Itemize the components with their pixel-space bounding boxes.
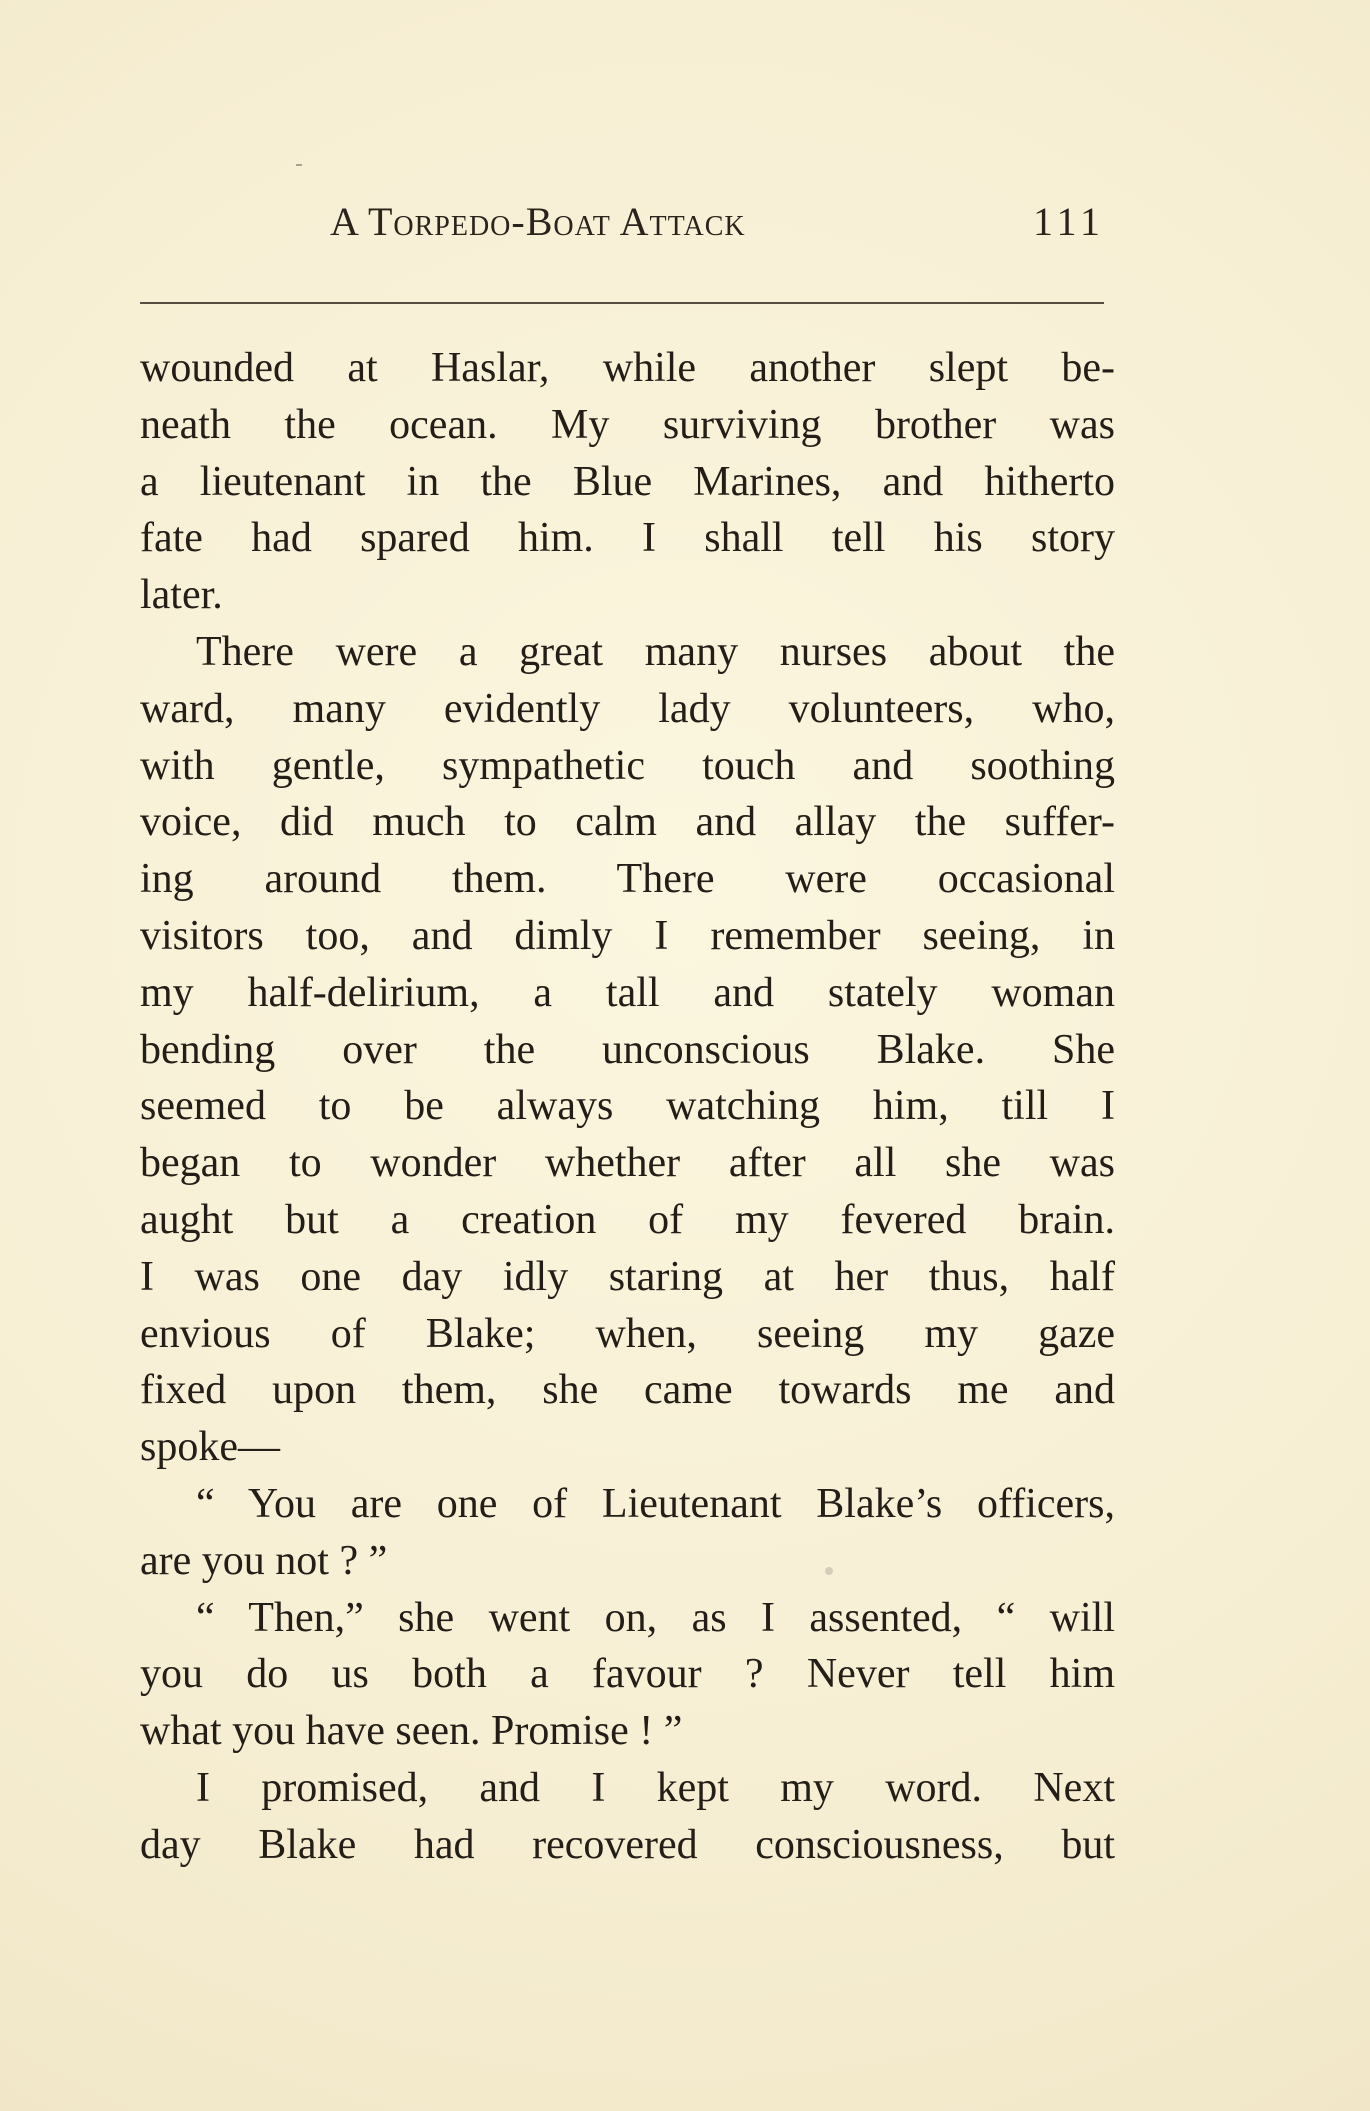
running-title: A Torpedo-Boat Attack — [330, 199, 746, 244]
text-line: fate had spared him. I shall tell his story — [140, 515, 1115, 562]
dialogue-line: what you have seen. Promise ! ” — [140, 1708, 683, 1755]
text-line: fixed upon them, she came towards me and — [140, 1367, 1115, 1414]
page-number: 111 — [1032, 199, 1105, 244]
dialogue-line: are you not ? ” — [140, 1537, 388, 1584]
text-line: day Blake had recovered consciousness, but — [140, 1821, 1115, 1868]
text-line: ing around them. There were occasional — [140, 856, 1115, 903]
dialogue-line: “ Then,” she went on, as I assented, “ will — [196, 1594, 1115, 1641]
paragraph-start-line: I promised, and I kept my word. Next — [196, 1764, 1115, 1811]
text-line: voice, did much to calm and allay the suffer- — [140, 799, 1115, 846]
text-line: ward, many evidently lady volunteers, who, — [140, 685, 1115, 732]
paragraph-start-line: There were a great many nurses about the — [196, 628, 1115, 675]
dialogue-line: “ You are one of Lieutenant Blake’s officers, — [196, 1480, 1115, 1527]
header-rule — [140, 302, 1104, 304]
text-line: later. — [140, 572, 223, 619]
text-line: bending over the unconscious Blake. She — [140, 1026, 1115, 1073]
body-text — [140, 340, 1115, 1874]
text-line: with gentle, sympathetic touch and soothing — [140, 742, 1115, 789]
text-line: spoke— — [140, 1424, 280, 1471]
text-line: seemed to be always watching him, till I — [140, 1083, 1115, 1130]
paper-speck — [825, 1567, 833, 1575]
running-header — [330, 198, 1105, 260]
text-line: aught but a creation of my fevered brain. — [140, 1196, 1115, 1243]
text-line: began to wonder whether after all she was — [140, 1140, 1115, 1187]
text-line: visitors too, and dimly I remember seeing, in — [140, 912, 1115, 959]
text-line: my half-delirium, a tall and stately woman — [140, 969, 1115, 1016]
dialogue-line: you do us both a favour ? Never tell him — [140, 1651, 1115, 1698]
text-line: I was one day idly staring at her thus, half — [140, 1253, 1115, 1300]
text-line: envious of Blake; when, seeing my gaze — [140, 1310, 1115, 1357]
margin-mark — [296, 164, 302, 166]
text-line: wounded at Haslar, while another slept be- — [140, 345, 1115, 391]
text-line: neath the ocean. My surviving brother was — [140, 401, 1115, 448]
text-line: a lieutenant in the Blue Marines, and hitherto — [140, 458, 1115, 505]
